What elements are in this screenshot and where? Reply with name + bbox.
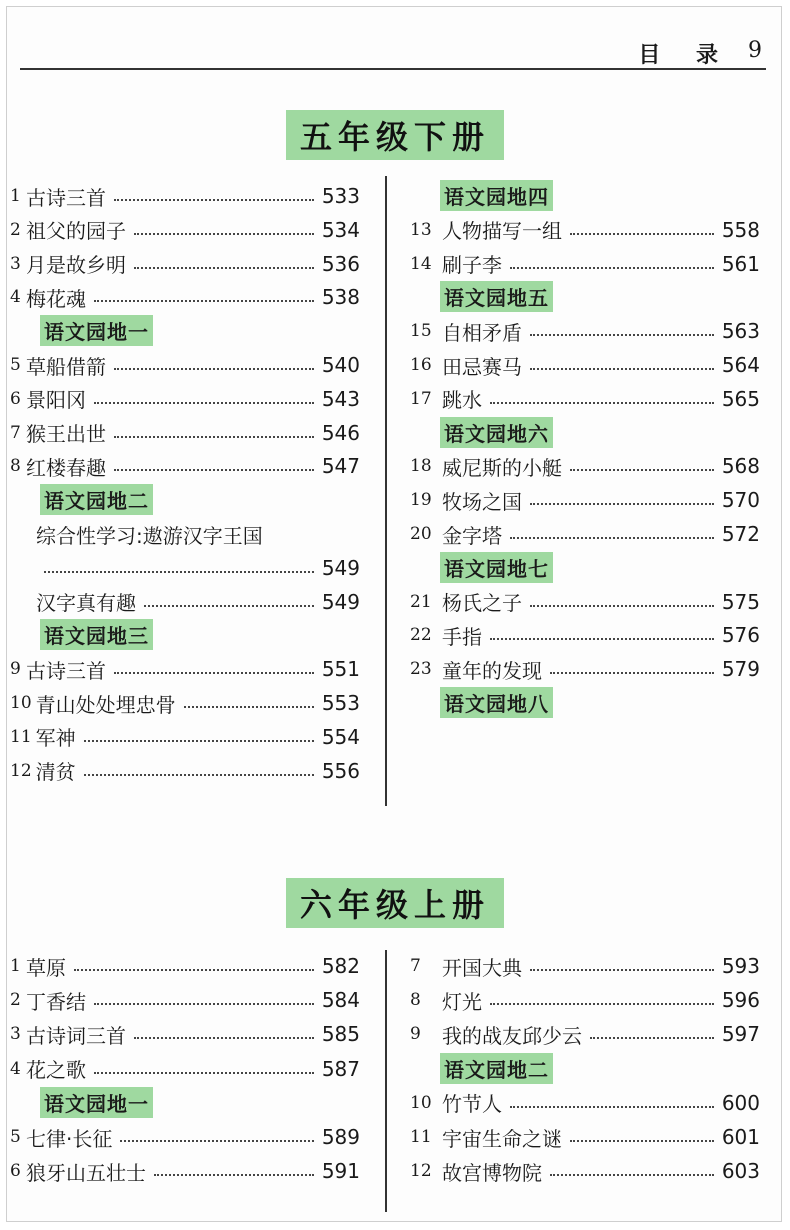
toc-entry[interactable] bbox=[10, 689, 360, 717]
page-ref: 597 bbox=[721, 1022, 760, 1047]
leader-dots bbox=[44, 571, 314, 573]
lesson-number: 22 bbox=[410, 625, 432, 646]
unit-garden-heading: 语文园地一 bbox=[40, 1087, 153, 1118]
leader-dots bbox=[114, 469, 314, 471]
toc-entry[interactable] bbox=[10, 655, 360, 683]
lesson-number: 23 bbox=[410, 659, 432, 680]
leader-dots bbox=[114, 672, 314, 674]
page-ref: 565 bbox=[721, 386, 760, 411]
page-ref: 584 bbox=[321, 988, 360, 1013]
unit-garden-heading: 语文园地八 bbox=[440, 687, 553, 718]
lesson-number: 12 bbox=[410, 1161, 432, 1182]
leader-dots bbox=[114, 199, 314, 201]
page-ref: 534 bbox=[321, 217, 360, 242]
lesson-number: 6 bbox=[10, 388, 21, 409]
lesson-number: 5 bbox=[10, 1127, 21, 1147]
lesson-number: 16 bbox=[410, 355, 432, 375]
lesson-number: 11 bbox=[410, 1127, 432, 1147]
page-ref: 579 bbox=[721, 657, 760, 682]
toc-entry[interactable] bbox=[410, 216, 760, 244]
toc-entry[interactable] bbox=[410, 1089, 760, 1117]
lesson-title: 跳水 bbox=[442, 388, 482, 413]
column-divider bbox=[385, 950, 387, 1212]
lesson-number: 9 bbox=[410, 1024, 421, 1045]
leader-dots bbox=[134, 233, 314, 235]
lesson-title: 丁香结 bbox=[26, 989, 86, 1014]
column-divider bbox=[385, 176, 387, 806]
lesson-title: 古诗三首 bbox=[26, 658, 106, 683]
toc-entry[interactable] bbox=[410, 486, 760, 514]
leader-dots bbox=[570, 1140, 714, 1142]
leader-dots bbox=[570, 233, 714, 235]
page-ref: 563 bbox=[721, 319, 760, 344]
lesson-title: 花之歌 bbox=[26, 1058, 86, 1083]
page-ref: 568 bbox=[721, 454, 760, 479]
lesson-title: 灯光 bbox=[442, 989, 482, 1014]
page-number: 9 bbox=[748, 38, 762, 63]
lesson-number: 3 bbox=[10, 1024, 21, 1045]
toc-entry[interactable] bbox=[10, 385, 360, 413]
leader-dots bbox=[490, 1003, 714, 1005]
page-ref: 536 bbox=[321, 251, 360, 276]
toc-entry[interactable] bbox=[410, 351, 760, 379]
lesson-title: 杨氏之子 bbox=[442, 591, 522, 616]
lesson-title: 我的战友邱少云 bbox=[442, 1023, 582, 1048]
lesson-title: 月是故乡明 bbox=[26, 253, 126, 278]
page-ref: 589 bbox=[321, 1125, 360, 1149]
leader-dots bbox=[84, 774, 314, 776]
lesson-title: 草原 bbox=[26, 955, 66, 980]
leader-dots bbox=[114, 368, 314, 370]
page-ref: 538 bbox=[321, 285, 360, 310]
page-ref: 600 bbox=[721, 1090, 760, 1115]
page-ref: 547 bbox=[321, 454, 360, 479]
unit-garden-heading: 语文园地一 bbox=[40, 315, 153, 346]
page-ref: 556 bbox=[321, 758, 360, 783]
page-ref: 576 bbox=[721, 623, 760, 648]
lesson-title: 牧场之国 bbox=[442, 489, 522, 514]
page-ref: 603 bbox=[721, 1159, 760, 1184]
page-ref: 593 bbox=[721, 954, 760, 978]
lesson-number: 8 bbox=[10, 456, 21, 477]
toc-entry[interactable] bbox=[410, 952, 760, 980]
lesson-number: 11 bbox=[10, 726, 32, 747]
lesson-title: 梅花魂 bbox=[26, 286, 86, 311]
lesson-title: 清贫 bbox=[35, 760, 76, 785]
lesson-number: 8 bbox=[410, 990, 421, 1011]
leader-dots bbox=[550, 672, 714, 674]
lesson-title: 七律·长征 bbox=[26, 1126, 113, 1151]
toc-entry[interactable] bbox=[10, 452, 360, 480]
lesson-number: 1 bbox=[10, 186, 21, 206]
leader-dots bbox=[144, 605, 314, 607]
leader-dots bbox=[94, 402, 314, 404]
lesson-number: 19 bbox=[410, 490, 432, 511]
toc-entry[interactable] bbox=[10, 419, 360, 447]
lesson-number: 21 bbox=[410, 591, 432, 612]
toc-entry[interactable] bbox=[10, 1055, 360, 1083]
toc-entry[interactable] bbox=[410, 1157, 760, 1185]
lesson-number: 20 bbox=[410, 524, 432, 544]
toc-entry[interactable] bbox=[10, 757, 360, 785]
lesson-title: 金字塔 bbox=[442, 523, 502, 548]
unit-garden-heading: 语文园地二 bbox=[440, 1053, 553, 1084]
toc-entry[interactable] bbox=[10, 1123, 360, 1151]
leader-dots bbox=[74, 969, 314, 971]
lesson-number: 4 bbox=[10, 287, 21, 308]
section-title: 六年级上册 bbox=[286, 878, 504, 928]
toc-entry[interactable] bbox=[10, 351, 360, 379]
leader-dots bbox=[154, 1174, 314, 1176]
lesson-number: 14 bbox=[410, 253, 432, 274]
page-ref: 561 bbox=[721, 251, 760, 276]
page-ref: 549 bbox=[321, 589, 360, 614]
lesson-number: 7 bbox=[410, 956, 421, 976]
page-ref: 553 bbox=[321, 691, 360, 715]
leader-dots bbox=[490, 638, 714, 640]
toc-entry[interactable] bbox=[410, 655, 760, 683]
leader-dots bbox=[94, 1072, 314, 1074]
page-ref: 591 bbox=[321, 1159, 360, 1184]
lesson-title: 军神 bbox=[35, 726, 76, 751]
unit-garden-heading: 语文园地七 bbox=[440, 552, 553, 583]
lesson-number: 2 bbox=[10, 219, 21, 240]
unit-garden-heading: 语文园地五 bbox=[440, 281, 553, 312]
page-ref: 582 bbox=[321, 954, 360, 978]
lesson-title: 开国大典 bbox=[442, 955, 522, 980]
page-ref: 551 bbox=[321, 657, 360, 682]
toc-entry[interactable] bbox=[410, 986, 760, 1014]
page-ref: 533 bbox=[321, 184, 360, 208]
lesson-title: 汉字真有趣 bbox=[36, 591, 136, 616]
toc-entry[interactable] bbox=[410, 621, 760, 649]
page-ref: 596 bbox=[721, 988, 760, 1013]
leader-dots bbox=[184, 706, 314, 708]
lesson-number: 3 bbox=[10, 253, 21, 274]
leader-dots bbox=[530, 334, 714, 336]
toc-entry[interactable] bbox=[10, 723, 360, 751]
lesson-title: 人物描写一组 bbox=[442, 219, 562, 244]
section-title: 五年级下册 bbox=[286, 110, 504, 160]
page-ref: 585 bbox=[321, 1022, 360, 1047]
toc-entry[interactable] bbox=[410, 250, 760, 278]
toc-entry[interactable] bbox=[410, 1123, 760, 1151]
leader-dots bbox=[94, 1003, 314, 1005]
lesson-title: 故宫博物院 bbox=[442, 1160, 542, 1185]
lesson-title: 狼牙山五壮士 bbox=[26, 1160, 146, 1185]
lesson-number: 10 bbox=[410, 1092, 432, 1113]
lesson-title: 手指 bbox=[442, 624, 482, 649]
toc-entry[interactable] bbox=[410, 1020, 760, 1048]
lesson-title: 刷子李 bbox=[442, 253, 502, 278]
page-ref: 554 bbox=[321, 724, 360, 749]
lesson-number: 13 bbox=[410, 219, 432, 240]
leader-dots bbox=[94, 300, 314, 302]
header-title: 目 录 bbox=[638, 43, 732, 68]
page-ref: 564 bbox=[721, 353, 760, 377]
lesson-number: 18 bbox=[410, 456, 432, 477]
page-ref: 572 bbox=[721, 522, 760, 546]
lesson-title: 宇宙生命之谜 bbox=[442, 1126, 562, 1151]
toc-entry[interactable] bbox=[10, 520, 360, 548]
lesson-title: 祖父的园子 bbox=[26, 219, 126, 244]
lesson-title: 古诗三首 bbox=[26, 185, 106, 210]
unit-garden-heading: 语文园地六 bbox=[440, 417, 553, 448]
leader-dots bbox=[550, 1174, 714, 1176]
toc-entry[interactable] bbox=[410, 588, 760, 616]
leader-dots bbox=[134, 1037, 314, 1039]
lesson-number: 5 bbox=[10, 355, 21, 375]
leader-dots bbox=[570, 469, 714, 471]
lesson-title: 竹节人 bbox=[442, 1092, 502, 1117]
lesson-number: 4 bbox=[10, 1058, 21, 1079]
toc-entry[interactable] bbox=[10, 283, 360, 311]
leader-dots bbox=[510, 267, 714, 269]
toc-entry[interactable] bbox=[10, 182, 360, 210]
toc-entry[interactable] bbox=[10, 986, 360, 1014]
lesson-title: 景阳冈 bbox=[26, 388, 86, 413]
leader-dots bbox=[120, 1140, 313, 1142]
lesson-title: 童年的发现 bbox=[442, 658, 542, 683]
leader-dots bbox=[84, 740, 314, 742]
lesson-title: 草船借箭 bbox=[26, 354, 106, 379]
lesson-title: 自相矛盾 bbox=[442, 320, 522, 345]
toc-entry[interactable] bbox=[10, 554, 360, 582]
leader-dots bbox=[510, 1106, 714, 1108]
lesson-number: 17 bbox=[410, 388, 432, 409]
page-ref: 570 bbox=[721, 488, 760, 513]
page-ref: 558 bbox=[721, 217, 760, 242]
lesson-number: 12 bbox=[10, 760, 32, 781]
leader-dots bbox=[114, 436, 314, 438]
leader-dots bbox=[530, 605, 714, 607]
page-ref: 543 bbox=[321, 386, 360, 411]
unit-garden-heading: 语文园地三 bbox=[40, 619, 153, 650]
toc-entry[interactable] bbox=[410, 385, 760, 413]
page-ref: 575 bbox=[721, 589, 760, 614]
page-ref: 546 bbox=[321, 420, 360, 445]
toc-entry[interactable] bbox=[10, 1020, 360, 1048]
toc-entry[interactable] bbox=[10, 1157, 360, 1185]
leader-dots bbox=[530, 503, 714, 505]
leader-dots bbox=[490, 402, 714, 404]
toc-entry[interactable] bbox=[410, 520, 760, 548]
page-ref: 587 bbox=[321, 1056, 360, 1081]
lesson-title: 猴王出世 bbox=[26, 422, 106, 447]
lesson-number: 6 bbox=[10, 1161, 21, 1182]
page-ref: 601 bbox=[721, 1125, 760, 1149]
lesson-number: 10 bbox=[10, 693, 32, 713]
leader-dots bbox=[134, 267, 314, 269]
toc-entry[interactable] bbox=[410, 452, 760, 480]
lesson-title: 田忌赛马 bbox=[442, 354, 522, 379]
unit-garden-heading: 语文园地二 bbox=[40, 484, 153, 515]
lesson-number: 1 bbox=[10, 956, 21, 976]
toc-entry[interactable] bbox=[10, 952, 360, 980]
toc-entry[interactable] bbox=[10, 216, 360, 244]
unit-garden-heading: 语文园地四 bbox=[440, 180, 553, 211]
lesson-title: 青山处处埋忠骨 bbox=[35, 692, 176, 717]
lesson-number: 15 bbox=[410, 321, 432, 342]
lesson-number: 2 bbox=[10, 990, 21, 1011]
lesson-title: 威尼斯的小艇 bbox=[442, 455, 562, 480]
page-ref: 540 bbox=[321, 353, 360, 377]
page-ref: 549 bbox=[321, 555, 360, 580]
leader-dots bbox=[510, 537, 714, 539]
lesson-number: 9 bbox=[10, 659, 21, 680]
toc-entry[interactable] bbox=[410, 317, 760, 345]
lesson-title: 古诗词三首 bbox=[26, 1023, 126, 1048]
leader-dots bbox=[590, 1037, 714, 1039]
lesson-title: 综合性学习:遨游汉字王国 bbox=[36, 523, 263, 548]
leader-dots bbox=[530, 969, 714, 971]
toc-entry[interactable] bbox=[10, 250, 360, 278]
lesson-title: 红楼春趣 bbox=[26, 455, 106, 480]
lesson-number: 7 bbox=[10, 422, 21, 443]
toc-entry[interactable] bbox=[10, 588, 360, 616]
leader-dots bbox=[530, 368, 714, 370]
